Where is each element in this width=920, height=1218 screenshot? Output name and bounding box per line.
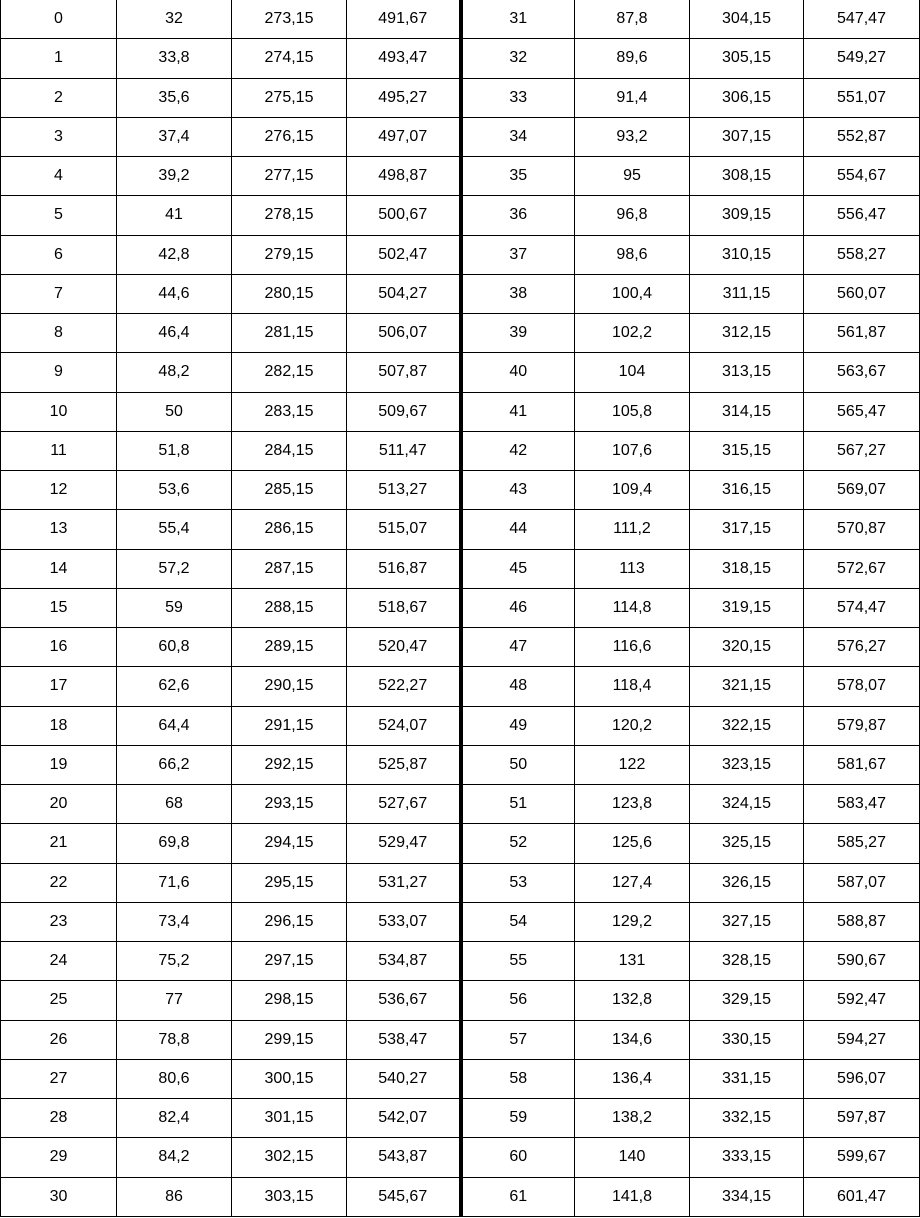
table-cell: 45 [461, 549, 575, 588]
table-row [1, 745, 920, 784]
table-cell: 50 [117, 392, 232, 431]
table-cell: 82,4 [117, 1099, 232, 1138]
table-cell: 17 [1, 667, 117, 706]
table-cell: 80,6 [117, 1059, 232, 1098]
table-cell: 28 [1, 1099, 117, 1138]
table-cell: 48,2 [117, 353, 232, 392]
table-cell: 516,87 [347, 549, 461, 588]
table-cell: 313,15 [690, 353, 804, 392]
table-row [1, 157, 920, 196]
table-cell: 574,47 [804, 588, 920, 627]
table-cell: 141,8 [575, 1177, 690, 1216]
table-cell: 560,07 [804, 274, 920, 313]
table-cell: 567,27 [804, 431, 920, 470]
table-cell: 306,15 [690, 78, 804, 117]
table-cell: 73,4 [117, 902, 232, 941]
table-cell: 500,67 [347, 196, 461, 235]
table-cell: 507,87 [347, 353, 461, 392]
table-cell: 491,67 [347, 0, 461, 39]
table-cell: 599,67 [804, 1138, 920, 1177]
table-cell: 310,15 [690, 235, 804, 274]
table-cell: 57,2 [117, 549, 232, 588]
table-cell: 41 [461, 392, 575, 431]
table-cell: 78,8 [117, 1020, 232, 1059]
table-cell: 302,15 [232, 1138, 347, 1177]
table-cell: 16 [1, 628, 117, 667]
table-cell: 50 [461, 745, 575, 784]
table-cell: 328,15 [690, 942, 804, 981]
table-cell: 18 [1, 706, 117, 745]
table-row [1, 1099, 920, 1138]
table-cell: 8 [1, 314, 117, 353]
table-cell: 290,15 [232, 667, 347, 706]
table-cell: 542,07 [347, 1099, 461, 1138]
table-cell: 59 [461, 1099, 575, 1138]
table-row [1, 117, 920, 156]
table-cell: 60 [461, 1138, 575, 1177]
table-cell: 109,4 [575, 471, 690, 510]
table-cell: 497,07 [347, 117, 461, 156]
table-cell: 558,27 [804, 235, 920, 274]
table-cell: 48 [461, 667, 575, 706]
table-cell: 122 [575, 745, 690, 784]
table-cell: 24 [1, 942, 117, 981]
table-cell: 561,87 [804, 314, 920, 353]
table-cell: 43 [461, 471, 575, 510]
table-row [1, 942, 920, 981]
table-cell: 495,27 [347, 78, 461, 117]
table-cell: 30 [1, 1177, 117, 1216]
table-cell: 26 [1, 1020, 117, 1059]
table-cell: 590,67 [804, 942, 920, 981]
table-row [1, 196, 920, 235]
table-cell: 520,47 [347, 628, 461, 667]
table-cell: 59 [117, 588, 232, 627]
table-cell: 322,15 [690, 706, 804, 745]
table-cell: 64,4 [117, 706, 232, 745]
table-cell: 538,47 [347, 1020, 461, 1059]
table-cell: 321,15 [690, 667, 804, 706]
table-cell: 51 [461, 785, 575, 824]
table-cell: 66,2 [117, 745, 232, 784]
table-cell: 506,07 [347, 314, 461, 353]
table-cell: 71,6 [117, 863, 232, 902]
table-cell: 502,47 [347, 235, 461, 274]
table-cell: 504,27 [347, 274, 461, 313]
table-cell: 301,15 [232, 1099, 347, 1138]
table-cell: 37 [461, 235, 575, 274]
table-cell: 518,67 [347, 588, 461, 627]
table-cell: 293,15 [232, 785, 347, 824]
table-cell: 120,2 [575, 706, 690, 745]
table-cell: 273,15 [232, 0, 347, 39]
table-cell: 333,15 [690, 1138, 804, 1177]
table-cell: 132,8 [575, 981, 690, 1020]
table-cell: 31 [461, 0, 575, 39]
table-cell: 111,2 [575, 510, 690, 549]
table-cell: 314,15 [690, 392, 804, 431]
table-cell: 114,8 [575, 588, 690, 627]
table-row [1, 981, 920, 1020]
table-cell: 87,8 [575, 0, 690, 39]
table-cell: 576,27 [804, 628, 920, 667]
table-cell: 0 [1, 0, 117, 39]
table-cell: 123,8 [575, 785, 690, 824]
table-cell: 601,47 [804, 1177, 920, 1216]
table-cell: 36 [461, 196, 575, 235]
table-cell: 592,47 [804, 981, 920, 1020]
table-cell: 118,4 [575, 667, 690, 706]
table-cell: 281,15 [232, 314, 347, 353]
table-cell: 55,4 [117, 510, 232, 549]
table-cell: 95 [575, 157, 690, 196]
table-cell: 4 [1, 157, 117, 196]
table-row [1, 39, 920, 78]
table-cell: 33 [461, 78, 575, 117]
table-cell: 279,15 [232, 235, 347, 274]
table-cell: 493,47 [347, 39, 461, 78]
table-cell: 55 [461, 942, 575, 981]
table-cell: 35 [461, 157, 575, 196]
table-cell: 15 [1, 588, 117, 627]
table-cell: 14 [1, 549, 117, 588]
table-row [1, 588, 920, 627]
table-row [1, 235, 920, 274]
table-cell: 91,4 [575, 78, 690, 117]
table-cell: 529,47 [347, 824, 461, 863]
table-cell: 324,15 [690, 785, 804, 824]
table-cell: 299,15 [232, 1020, 347, 1059]
table-cell: 5 [1, 196, 117, 235]
table-cell: 332,15 [690, 1099, 804, 1138]
table-cell: 60,8 [117, 628, 232, 667]
table-cell: 294,15 [232, 824, 347, 863]
table-cell: 540,27 [347, 1059, 461, 1098]
table-cell: 524,07 [347, 706, 461, 745]
table-cell: 32 [117, 0, 232, 39]
table-cell: 282,15 [232, 353, 347, 392]
table-cell: 330,15 [690, 1020, 804, 1059]
table-row [1, 274, 920, 313]
table-cell: 556,47 [804, 196, 920, 235]
table-cell: 10 [1, 392, 117, 431]
table-cell: 20 [1, 785, 117, 824]
table-cell: 527,67 [347, 785, 461, 824]
table-cell: 39,2 [117, 157, 232, 196]
table-cell: 86 [117, 1177, 232, 1216]
table-cell: 329,15 [690, 981, 804, 1020]
table-cell: 136,4 [575, 1059, 690, 1098]
table-cell: 545,67 [347, 1177, 461, 1216]
table-cell: 563,67 [804, 353, 920, 392]
table-cell: 53 [461, 863, 575, 902]
table-cell: 509,67 [347, 392, 461, 431]
table-row [1, 549, 920, 588]
table-row [1, 471, 920, 510]
table-row [1, 1059, 920, 1098]
table-cell: 127,4 [575, 863, 690, 902]
table-row [1, 785, 920, 824]
table-cell: 37,4 [117, 117, 232, 156]
table-row [1, 1020, 920, 1059]
table-cell: 536,67 [347, 981, 461, 1020]
table-cell: 551,07 [804, 78, 920, 117]
table-cell: 100,4 [575, 274, 690, 313]
table-cell: 597,87 [804, 1099, 920, 1138]
table-cell: 41 [117, 196, 232, 235]
table-cell: 27 [1, 1059, 117, 1098]
table-cell: 286,15 [232, 510, 347, 549]
table-cell: 572,67 [804, 549, 920, 588]
table-cell: 276,15 [232, 117, 347, 156]
table-cell: 77 [117, 981, 232, 1020]
table-body [1, 0, 920, 1216]
table-cell: 134,6 [575, 1020, 690, 1059]
table-cell: 513,27 [347, 471, 461, 510]
table-row [1, 78, 920, 117]
table-cell: 327,15 [690, 902, 804, 941]
table-cell: 308,15 [690, 157, 804, 196]
table-cell: 531,27 [347, 863, 461, 902]
table-cell: 303,15 [232, 1177, 347, 1216]
table-cell: 515,07 [347, 510, 461, 549]
table-cell: 570,87 [804, 510, 920, 549]
table-cell: 32 [461, 39, 575, 78]
table-cell: 61 [461, 1177, 575, 1216]
table-cell: 96,8 [575, 196, 690, 235]
table-cell: 323,15 [690, 745, 804, 784]
table-cell: 38 [461, 274, 575, 313]
table-cell: 56 [461, 981, 575, 1020]
table-cell: 3 [1, 117, 117, 156]
table-cell: 52 [461, 824, 575, 863]
table-cell: 35,6 [117, 78, 232, 117]
table-cell: 319,15 [690, 588, 804, 627]
table-cell: 311,15 [690, 274, 804, 313]
table-cell: 285,15 [232, 471, 347, 510]
table-row [1, 706, 920, 745]
table-cell: 312,15 [690, 314, 804, 353]
table-cell: 283,15 [232, 392, 347, 431]
table-cell: 104 [575, 353, 690, 392]
table-cell: 585,27 [804, 824, 920, 863]
table-row [1, 902, 920, 941]
table-cell: 40 [461, 353, 575, 392]
table-cell: 125,6 [575, 824, 690, 863]
table-cell: 51,8 [117, 431, 232, 470]
table-cell: 13 [1, 510, 117, 549]
table-cell: 89,6 [575, 39, 690, 78]
table-cell: 33,8 [117, 39, 232, 78]
table-cell: 49 [461, 706, 575, 745]
table-cell: 42,8 [117, 235, 232, 274]
table-cell: 511,47 [347, 431, 461, 470]
table-row [1, 863, 920, 902]
table-cell: 300,15 [232, 1059, 347, 1098]
table-cell: 12 [1, 471, 117, 510]
table-cell: 305,15 [690, 39, 804, 78]
table-cell: 47 [461, 628, 575, 667]
table-cell: 498,87 [347, 157, 461, 196]
table-cell: 29 [1, 1138, 117, 1177]
table-cell: 84,2 [117, 1138, 232, 1177]
table-cell: 129,2 [575, 902, 690, 941]
table-cell: 594,27 [804, 1020, 920, 1059]
table-cell: 554,67 [804, 157, 920, 196]
table-cell: 549,27 [804, 39, 920, 78]
table-row [1, 353, 920, 392]
table-cell: 284,15 [232, 431, 347, 470]
table-cell: 39 [461, 314, 575, 353]
table-cell: 19 [1, 745, 117, 784]
table-cell: 138,2 [575, 1099, 690, 1138]
table-cell: 522,27 [347, 667, 461, 706]
table-cell: 304,15 [690, 0, 804, 39]
table-cell: 21 [1, 824, 117, 863]
table-cell: 525,87 [347, 745, 461, 784]
table-cell: 588,87 [804, 902, 920, 941]
table-cell: 569,07 [804, 471, 920, 510]
table-row [1, 667, 920, 706]
table-cell: 296,15 [232, 902, 347, 941]
table-cell: 46 [461, 588, 575, 627]
table-cell: 140 [575, 1138, 690, 1177]
table-cell: 62,6 [117, 667, 232, 706]
table-cell: 93,2 [575, 117, 690, 156]
table-cell: 596,07 [804, 1059, 920, 1098]
table-cell: 116,6 [575, 628, 690, 667]
table-row [1, 431, 920, 470]
table-cell: 292,15 [232, 745, 347, 784]
table-cell: 579,87 [804, 706, 920, 745]
table-cell: 280,15 [232, 274, 347, 313]
table-row [1, 314, 920, 353]
table-cell: 289,15 [232, 628, 347, 667]
table-row [1, 392, 920, 431]
table-cell: 316,15 [690, 471, 804, 510]
table-cell: 297,15 [232, 942, 347, 981]
table-cell: 326,15 [690, 863, 804, 902]
table-row [1, 510, 920, 549]
table-cell: 325,15 [690, 824, 804, 863]
table-cell: 578,07 [804, 667, 920, 706]
table-cell: 331,15 [690, 1059, 804, 1098]
table-row [1, 824, 920, 863]
table-cell: 7 [1, 274, 117, 313]
table-cell: 320,15 [690, 628, 804, 667]
table-row [1, 1177, 920, 1216]
table-cell: 44,6 [117, 274, 232, 313]
table-cell: 291,15 [232, 706, 347, 745]
table-cell: 69,8 [117, 824, 232, 863]
table-cell: 583,47 [804, 785, 920, 824]
table-cell: 54 [461, 902, 575, 941]
table-cell: 565,47 [804, 392, 920, 431]
table-cell: 34 [461, 117, 575, 156]
table-cell: 307,15 [690, 117, 804, 156]
table-cell: 42 [461, 431, 575, 470]
table-cell: 131 [575, 942, 690, 981]
table-cell: 102,2 [575, 314, 690, 353]
table-cell: 22 [1, 863, 117, 902]
table-cell: 277,15 [232, 157, 347, 196]
table-row [1, 628, 920, 667]
table-cell: 2 [1, 78, 117, 117]
table-cell: 1 [1, 39, 117, 78]
table-cell: 318,15 [690, 549, 804, 588]
table-cell: 547,47 [804, 0, 920, 39]
table-cell: 275,15 [232, 78, 347, 117]
table-cell: 53,6 [117, 471, 232, 510]
table-cell: 533,07 [347, 902, 461, 941]
table-cell: 552,87 [804, 117, 920, 156]
table-cell: 25 [1, 981, 117, 1020]
table-cell: 113 [575, 549, 690, 588]
table-cell: 534,87 [347, 942, 461, 981]
table-cell: 317,15 [690, 510, 804, 549]
table-cell: 68 [117, 785, 232, 824]
table-cell: 543,87 [347, 1138, 461, 1177]
table-cell: 334,15 [690, 1177, 804, 1216]
table-cell: 288,15 [232, 588, 347, 627]
table-cell: 309,15 [690, 196, 804, 235]
table-cell: 105,8 [575, 392, 690, 431]
table-cell: 287,15 [232, 549, 347, 588]
table-cell: 274,15 [232, 39, 347, 78]
table-cell: 75,2 [117, 942, 232, 981]
table-cell: 11 [1, 431, 117, 470]
table-cell: 581,67 [804, 745, 920, 784]
table-cell: 46,4 [117, 314, 232, 353]
table-cell: 44 [461, 510, 575, 549]
table-cell: 57 [461, 1020, 575, 1059]
table-row [1, 0, 920, 39]
table-cell: 9 [1, 353, 117, 392]
table-cell: 107,6 [575, 431, 690, 470]
table-row [1, 1138, 920, 1177]
table-cell: 98,6 [575, 235, 690, 274]
table-cell: 295,15 [232, 863, 347, 902]
table-cell: 587,07 [804, 863, 920, 902]
table-cell: 298,15 [232, 981, 347, 1020]
table-cell: 278,15 [232, 196, 347, 235]
table-cell: 315,15 [690, 431, 804, 470]
table-cell: 6 [1, 235, 117, 274]
table-cell: 23 [1, 902, 117, 941]
table-cell: 58 [461, 1059, 575, 1098]
